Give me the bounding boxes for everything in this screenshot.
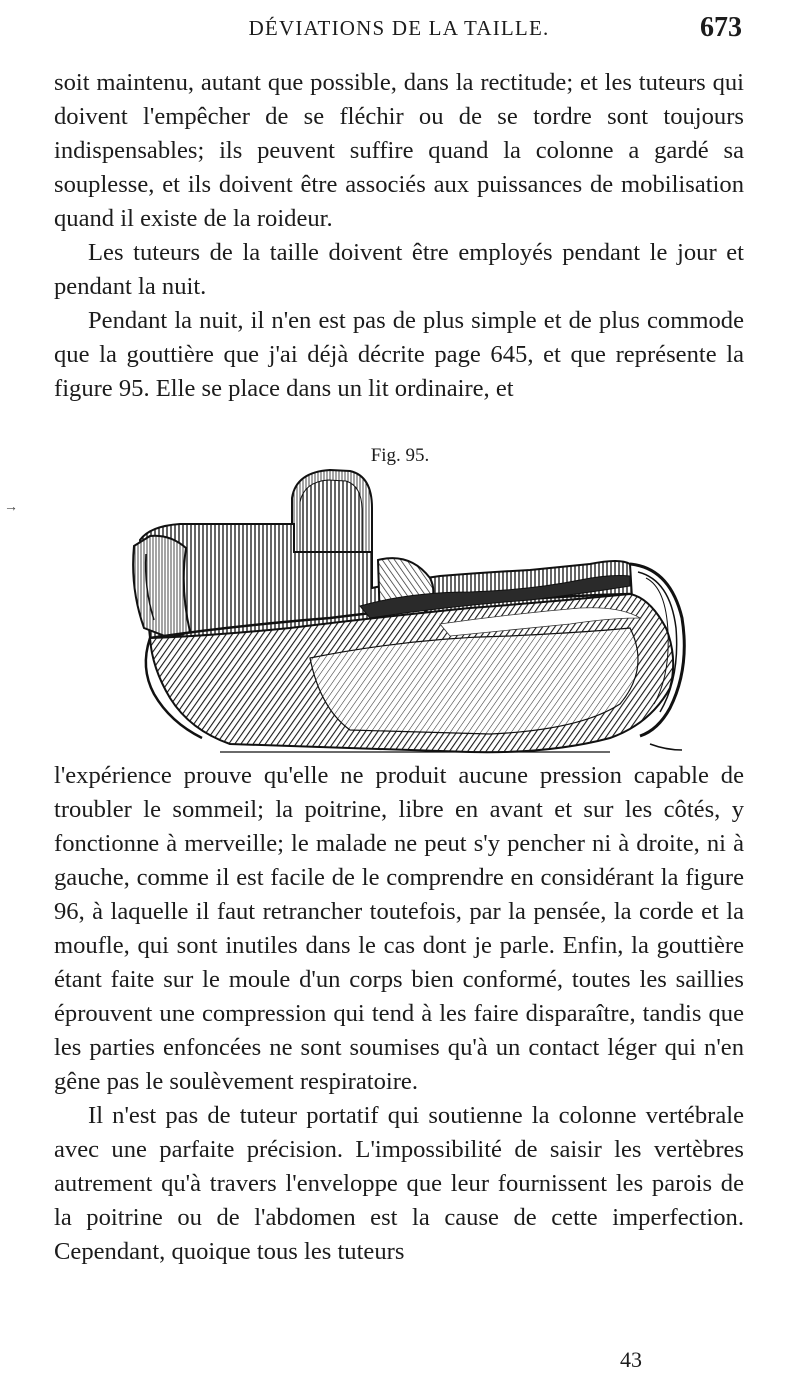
text-block-bottom [54,759,744,1269]
margin-mark: → [4,500,18,515]
paragraph: Il n'est pas de tuteur portatif qui soutienne la colonne vertébrale avec une parfaite précision. L'impossibilité de saisir les vertèbres autrement qu'à travers l'enveloppe que leur fournissent les parois de la poitrine ou de l'abdomen est la cause de cette imperfection. Cependant, quoique tous les tuteurs [54,1102,744,1265]
paragraph: l'expérience prouve qu'elle ne produit aucune pression capable de troubler le sommeil; la poitrine, libre en avant et sur les côtés, y fonctionne à merveille; le malade ne peut s'y pencher ni à droite, ni à gauche, comme il est facile de le comprendre en considérant la figure 96, à laquelle il faut retrancher toutefois, par la pensée, la corde et la moufle, qui sont inutiles dans le cas dont je parle. Enfin, la gouttière étant faite sur le moule d'un corps bien conformé, toutes les saillies éprouvent une compression qui tend à les faire disparaître, tandis que les parties enfoncées ne sont soumises qu'à un contact léger qui n'en gêne pas le soulèvement respiratoire. [54,762,744,1095]
figure-95-illustration [110,468,690,758]
figure-caption: Fig. 95. [370,445,430,466]
signature-mark: 43 [620,1347,642,1372]
page-number: 673 [700,12,742,43]
paragraph: Les tuteurs de la taille doivent être employés pendant le jour et pendant la nuit. [54,239,744,300]
left-shoulder-cup [133,536,190,638]
paragraph: soit maintenu, autant que possible, dans la rectitude; et les tuteurs qui doivent l'empêcher de se fléchir ou de se tordre sont toujours indispensables; ils peuvent suffire quand la colonne a gardé sa souplesse, et ils doivent être associés aux puissances de mobilisation quand il existe de la roideur. [54,69,744,232]
running-title: DÉVIATIONS DE LA TAILLE. [248,16,550,40]
paragraph: Pendant la nuit, il n'en est pas de plus simple et de plus commode que la gouttière que j'ai déjà décrite page 645, et que représente la figure 95. Elle se place dans un lit ordinaire, et [54,307,744,402]
running-head [54,10,744,50]
text-block-top [54,66,744,406]
